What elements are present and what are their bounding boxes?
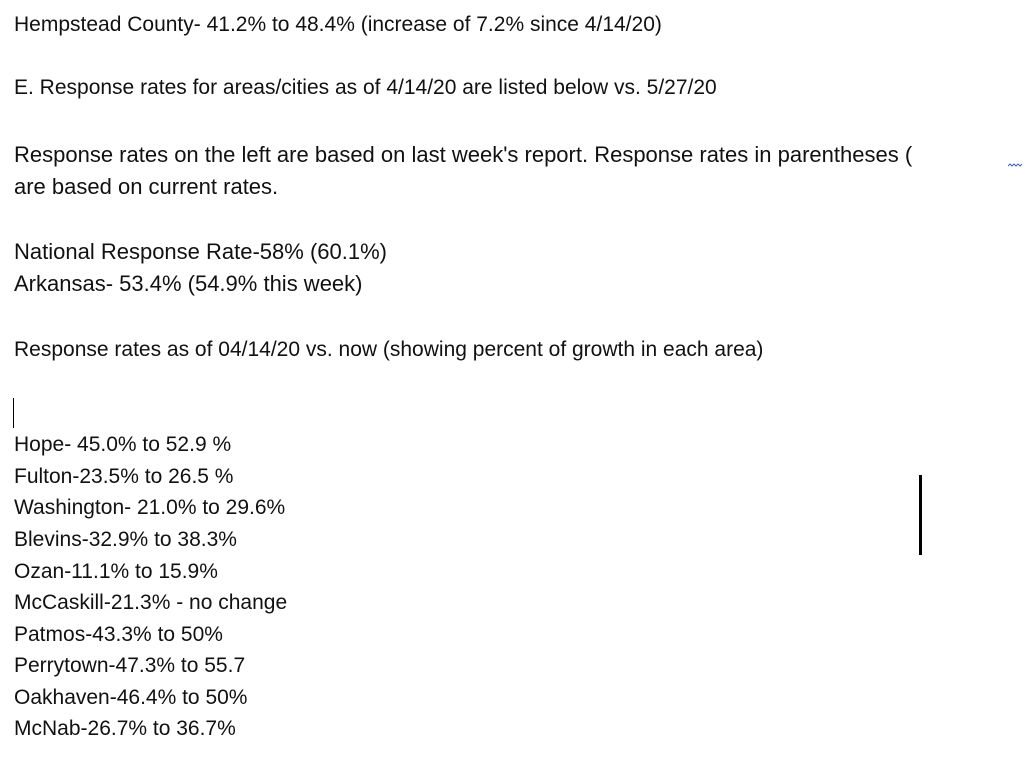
note-line-2: are based on current rates. [14,174,279,199]
area-item-ozan: Ozan-11.1% to 15.9% [14,560,218,583]
section-e-heading: E. Response rates for areas/cities as of 4/14/20 are listed below vs. 5/27/20 [14,76,717,99]
area-item-hope: Hope- 45.0% to 52.9 % [14,433,232,456]
area-item-patmos: Patmos-43.3% to 50% [14,623,223,646]
arkansas-rate: Arkansas- 53.4% (54.9% this week) [14,271,363,296]
spellcheck-squiggle-icon [1008,160,1022,170]
text-caret-large [919,475,922,555]
area-item-washington: Washington- 21.0% to 29.6% [14,496,286,519]
county-line: Hempstead County- 41.2% to 48.4% (increase of 7.2% since 4/14/20) [14,13,662,36]
national-rate: National Response Rate-58% (60.1%) [14,239,387,264]
note-line-1: Response rates on the left are based on last week's report. Response rates in parentheses ( [14,142,913,167]
area-item-oakhaven: Oakhaven-46.4% to 50% [14,686,248,709]
area-item-perrytown: Perrytown-47.3% to 55.7 [14,654,246,677]
area-item-mcnab: McNab-26.7% to 36.7% [14,717,236,740]
comparison-heading: Response rates as of 04/14/20 vs. now (showing percent of growth in each area) [14,338,764,361]
area-item-blevins: Blevins-32.9% to 38.3% [14,528,237,551]
area-item-fulton: Fulton-23.5% to 26.5 % [14,465,234,488]
area-item-mccaskill: McCaskill-21.3% - no change [14,591,288,614]
text-caret [13,398,14,428]
